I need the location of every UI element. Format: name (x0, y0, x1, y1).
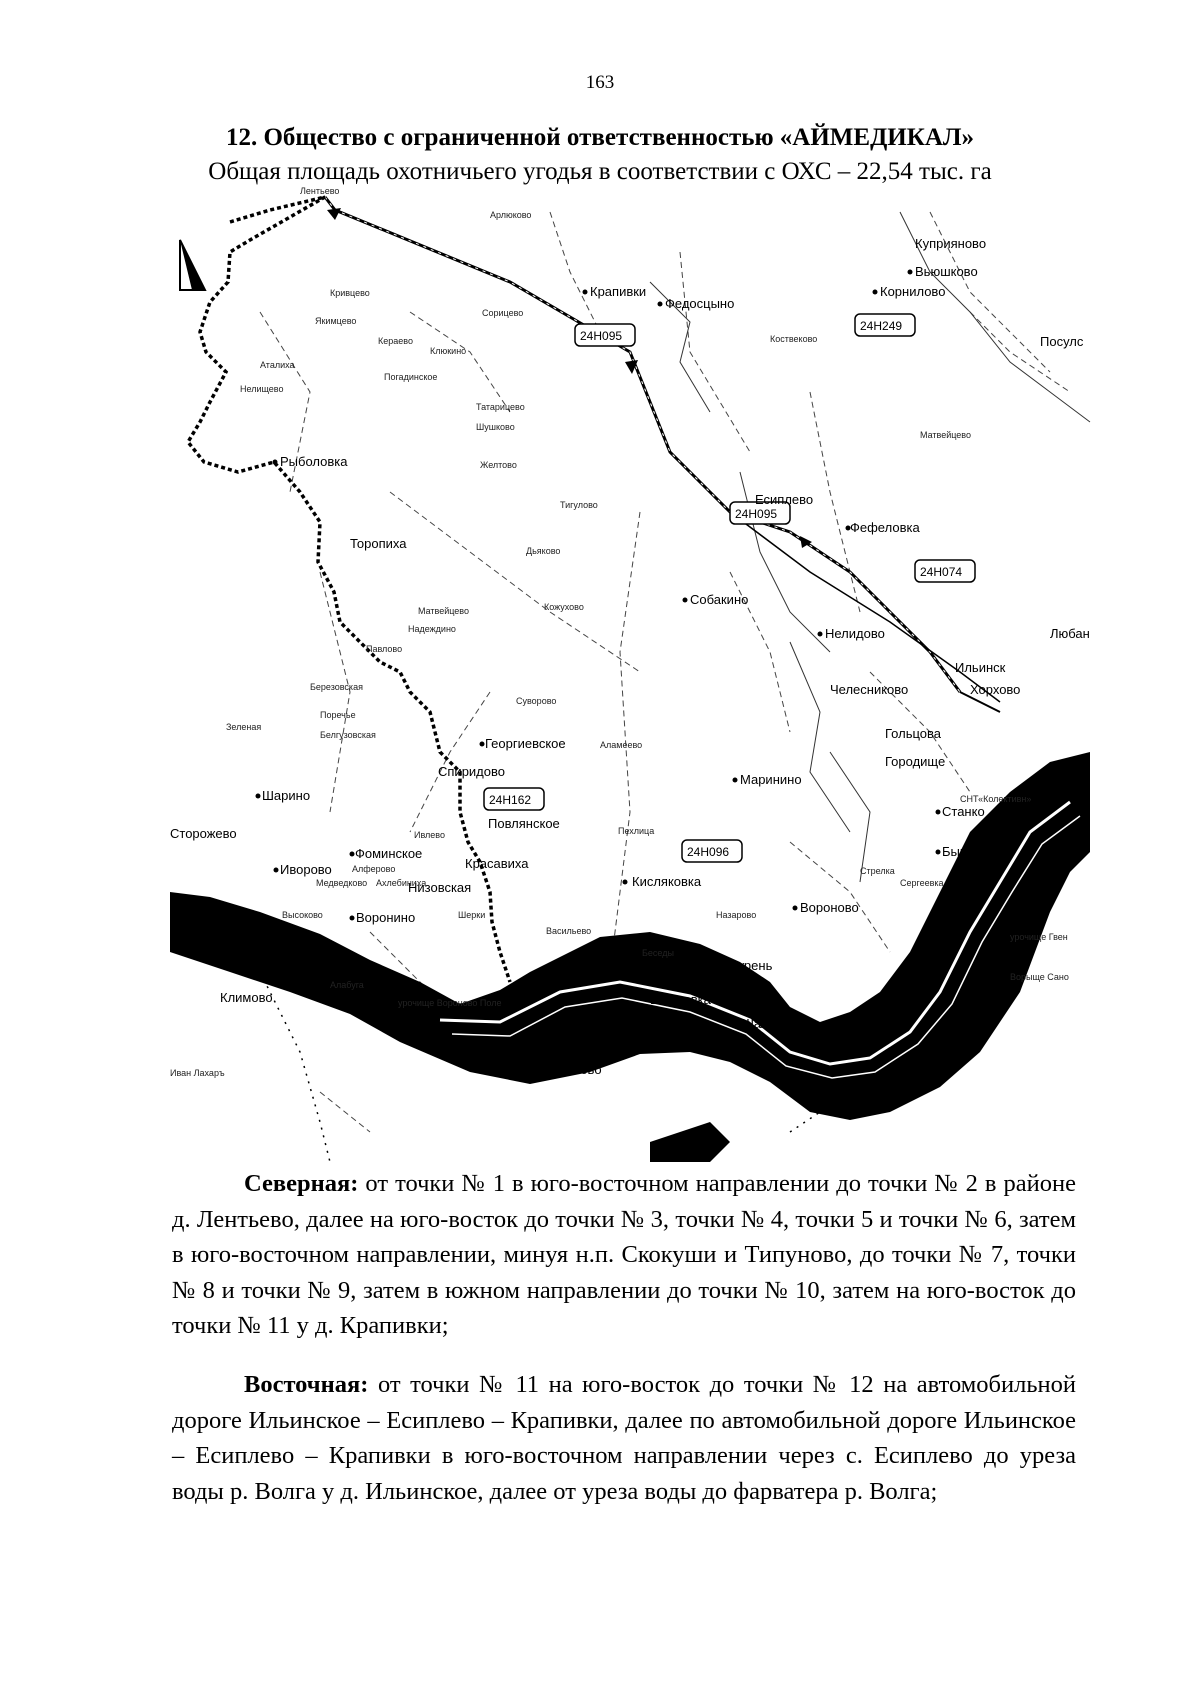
highway-dashes (325, 197, 963, 692)
small-label: Поречье (320, 710, 356, 720)
settlement-label: Красавиха (465, 856, 529, 871)
small-label: Иван Лахаръ (170, 1068, 225, 1078)
small-label: Дьяково (526, 546, 561, 556)
small-label: Клюкино (430, 346, 467, 356)
small-label: урочище Вороново Поле (398, 998, 502, 1008)
small-label: Березовская (310, 682, 363, 692)
road-sign-24n249 (855, 314, 915, 336)
settlement-label: Вороново (800, 900, 859, 915)
north-boundary-text: от точки № 1 в юго-восточном направлении до точки № 2 в районе д. Лентьево, далее на юго-восток до точки № 3, точки № 4, точки 5 и точки № 6, затем в юго-восточном направлении, минуя н.п. Скокуши и Типуново, до точки № 7, точки № 8 и точки № 9, затем в южном направлении до точки № 10, затем на юго-восток до точки № 11 у д. Крапивки; (172, 1170, 1076, 1339)
settlement-label: Челесниково (830, 682, 909, 697)
river-bend-south (650, 1122, 730, 1162)
settlement-label: Шалдово (742, 1016, 798, 1031)
road-sign-24n162 (484, 788, 544, 810)
small-label: Зеленая (226, 722, 262, 732)
settlement-label: Торопиха (350, 536, 407, 551)
settlement-label: Кисляковка (632, 874, 702, 889)
settlement-label: Лентьево (300, 186, 340, 196)
small-label: Коствеково (770, 334, 818, 344)
small-label: Кривцево (330, 288, 370, 298)
settlement-label: Корнилово (880, 284, 946, 299)
settlement-label: Пуховец (570, 1030, 621, 1045)
settlement-label: Абабково (544, 1062, 602, 1077)
settlement-label: Шарино (262, 788, 311, 803)
small-label: Матвейцево (920, 430, 971, 440)
small-label: Тигулово (560, 500, 598, 510)
small-label: Аламеево (600, 740, 643, 750)
settlement-label: Рыболовка (280, 454, 348, 469)
small-label: Аталиха (260, 360, 295, 370)
hunting-ground-map (170, 186, 1090, 1162)
small-label: Нелищево (240, 384, 284, 394)
small-label: Надеждино (408, 624, 456, 634)
small-label: Пехлица (618, 826, 655, 836)
settlement-label: Куприяново (915, 236, 987, 251)
small-label: Якимцево (315, 316, 357, 326)
small-label: Белгузовская (320, 730, 376, 740)
hunting-boundary (188, 197, 510, 982)
road-sign-24n095-north (575, 324, 635, 346)
area-subtitle: Общая площадь охотничьего угодья в соответствии с ОХС – 22,54 тыс. га (208, 158, 992, 185)
settlement-label: Георгиевское (485, 736, 566, 751)
small-label: Беседы (642, 948, 674, 958)
settlement-label: Спиридово (438, 764, 505, 779)
small-label: Желтово (480, 460, 517, 470)
settlement-label: Есиплево (755, 492, 814, 507)
road-sign-24n074 (915, 560, 975, 582)
settlement-label: Крапивки (590, 284, 647, 299)
small-label: Павлово (366, 644, 403, 654)
settlement-label: Федосцыно (665, 296, 735, 311)
small-label: Стрелка (860, 866, 895, 876)
settlement-label: Низовская (408, 880, 472, 895)
settlement-label: Курень (730, 958, 773, 973)
small-label: урочище Гвен (1010, 932, 1068, 942)
settlement-label: Станко (942, 804, 985, 819)
small-label: Погадинское (384, 372, 438, 382)
settlement-label: Шкоbo (170, 904, 210, 919)
document-title: 12. Общество с ограниченной ответственностью «АЙМЕДИКАЛ» (225, 124, 975, 151)
settlement-label: Суздa (660, 1036, 697, 1051)
small-label: Медведково (316, 878, 368, 888)
small-label: Ворыще Сано (1010, 972, 1069, 982)
small-label: Васильево (546, 926, 592, 936)
small-label: Алабуга (330, 980, 364, 990)
small-label: Арлюково (490, 210, 532, 220)
small-label: СНТ«Колективн» (960, 794, 1032, 804)
settlement-label: Вьюшково (915, 264, 978, 279)
svg-text:24Н249: 24Н249 (860, 319, 903, 333)
small-label: Сорицево (482, 308, 524, 318)
settlement-label: Мальцево (212, 918, 274, 933)
small-label: Кераево (378, 336, 413, 346)
settlement-label: Повлянское (488, 816, 560, 831)
svg-text:24Н074: 24Н074 (920, 565, 963, 579)
east-boundary-text: от точки № 11 на юго-восток до точки № 12 на автомобильной дороге Ильинское – Есиплево – Крапивки, далее по автомобильной дороге Ильинское – Есиплево – Крапивки в юго-восточном направлении через с. Есиплево до уреза воды р. Волга у д. Ильинское, далее от уреза воды до фарватера р. Волга; (172, 1371, 1076, 1505)
small-label: Ивлево (414, 830, 445, 840)
small-label: Матвейцево (418, 606, 469, 616)
north-boundary-description (172, 1166, 1076, 1344)
small-label: Сергеевка (900, 878, 944, 888)
settlement-label: Борщевка (650, 992, 711, 1007)
settlement-label: Собакино (690, 592, 749, 607)
settlement-label: Маринино (740, 772, 802, 787)
small-label: Татарицево (476, 402, 525, 412)
settlement-label: Любан (1050, 626, 1090, 641)
settlement-label: Иворово (280, 862, 332, 877)
north-arrow-icon (180, 240, 205, 290)
small-label: Шерки (458, 910, 486, 920)
small-label: Суворово (516, 696, 557, 706)
page-number: 163 (585, 72, 615, 93)
north-boundary-label: Северная: (244, 1170, 359, 1197)
settlement-label: Фефеловка (850, 520, 920, 535)
highway-24n095 (325, 197, 963, 692)
small-label: Ахлебиниха (376, 878, 427, 888)
settlement-label: Городище (885, 754, 946, 769)
settlement-label: Нелидово (825, 626, 885, 641)
settlement-label: Гольцова (885, 726, 941, 741)
east-boundary-label: Восточная: (244, 1371, 369, 1398)
road-number-signs (484, 314, 975, 862)
settlement-label: Климово (220, 990, 273, 1005)
small-label: Шушково (476, 422, 515, 432)
settlement-label: Воронино (356, 910, 416, 925)
svg-text:24Н096: 24Н096 (687, 845, 730, 859)
svg-text:24Н162: 24Н162 (489, 793, 532, 807)
svg-text:24Н095: 24Н095 (735, 507, 778, 521)
map-svg (170, 186, 1090, 1162)
small-label: Алферово (352, 864, 396, 874)
small-label: Высоково (282, 910, 323, 920)
road-sign-24n096 (682, 840, 742, 862)
settlement-label: Хорхово (970, 682, 1021, 697)
svg-text:24Н095: 24Н095 (580, 329, 623, 343)
settlement-label: Сторожево (170, 826, 237, 841)
small-label: Кожухово (544, 602, 584, 612)
settlement-label: Ильинск (955, 660, 1006, 675)
settlement-label: Пеньки (258, 958, 302, 973)
settlement-label: Посулс (1040, 334, 1084, 349)
settlement-label: Фоминское (355, 846, 423, 861)
settlement-label: Быковка (942, 844, 994, 859)
small-label: Назарово (716, 910, 757, 920)
east-boundary-description (172, 1367, 1076, 1509)
